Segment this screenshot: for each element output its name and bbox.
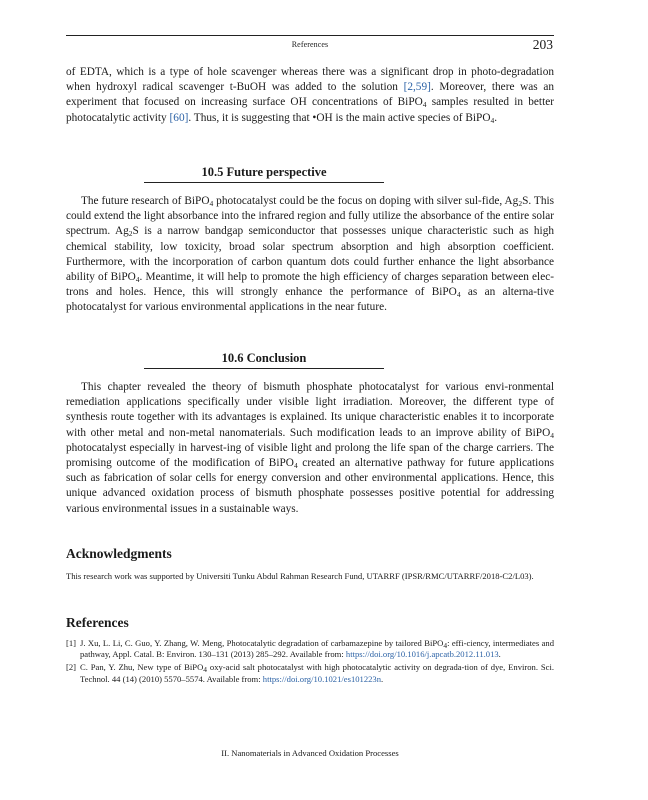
references-heading: References <box>66 615 129 630</box>
citation-link[interactable]: [2,59] <box>403 81 431 94</box>
section-heading-future: 10.5 Future perspective <box>201 165 327 179</box>
conclusion-paragraph: This chapter revealed the theory of bismuth phosphate photocatalyst for various envi-ronmental remediation applications specifically under visible light irradiation. Moreover, the different type of synthesis route together with its advantages is explained. Its unique characteristic enables it to incorporate with other metal and non-metal nanomaterials. Such modification leads to an improve ability of BiPO$_4$ photocatalyst especially in harvest-ing of visible light and prolong the life span of the charge carriers. The promising outcome of the modification of BiPO$_4$ created an alternative pathway for future applications such as fabrication of solar cells for energy conversion and other environmental applications. Hence, this unique advanced oxidation process of bismuth phosphate possesses positive potential for addressing various environmental issues in a sustainable ways. <box>66 381 555 515</box>
acknowledgments-heading: Acknowledgments <box>66 546 172 561</box>
acknowledgments-text: This research work was supported by Universiti Tunku Abdul Rahman Research Fund, UTARRF (IPSR/RMC/UTARRF/2018-C2/L03). <box>66 571 534 581</box>
reference-list <box>66 638 554 687</box>
section-rule <box>144 368 384 369</box>
page-number: 203 <box>532 37 553 52</box>
intro-paragraph: of EDTA, which is a type of hole scavenger whereas there was a significant drop in photo-degradation when hydroxyl radical scavenger t-BuOH was added to the solution [2,59]. Moreover, there was an experiment that focused on increasing surface OH concentrations of BiPO$_4$ samples resulted in better photocatalytic activity [60]. Thus, it is suggesting that •OH is the main active species of BiPO$_4$. <box>66 66 554 125</box>
section-rule <box>144 182 384 183</box>
reference-item: [2] C. Pan, Y. Zhu, New type of BiPO$_4$ oxy-acid salt photocatalyst with high photocatalytic activity on degrada-tion of dye, Environ. Sci. Technol. 44 (14) (2010) 5570–5574. Available from: https://doi.org/10.1021/es101223n. <box>66 662 554 684</box>
footer-part-title: II. Nanomaterials in Advanced Oxidation Processes <box>221 748 399 758</box>
reference-item: [1] J. Xu, L. Li, C. Guo, Y. Zhang, W. Meng, Photocatalytic degradation of carbamazepine by tailored BiPO$_4$: effi-ciency, intermediates and pathway, Appl. Catal. B: Environ. 130–131 (2013) 285–292. Available from: https://doi.org/10.1016/j.apcatb.2012.11.013. <box>66 638 554 660</box>
future-paragraph: The future research of BiPO$_4$ photocatalyst could be the focus on doping with silver sul-fide, $Ag_2S$. This could extend the light absorbance into the infrared region and fully utilize the absorbance of the entire solar spectrum. $Ag_2S$ is a narrow bandgap semiconductor that possesses unique characteristic such as high chemical stability, low toxicity, broad solar spectrum absorption and high absorption coefficient. Furthermore, with the incorporation of carbon quantum dots could further enhance the light absorbance ability of BiPO$_4$. Meantime, it will help to promote the high efficiency of charges separation between elec-trons and holes. Hence, this will strongly enhance the performance of BiPO$_4$ as an alterna-tive photocatalyst for various environmental applications in the near future. <box>66 195 554 314</box>
header-rule <box>66 35 554 36</box>
running-head: References <box>291 40 329 49</box>
citation-link[interactable]: [60] <box>169 111 189 124</box>
doi-link[interactable]: https://doi.org/10.1016/j.apcatb.2012.11.013 <box>345 649 499 660</box>
section-heading-conclusion: 10.6 Conclusion <box>221 351 307 365</box>
doi-link[interactable]: https://doi.org/10.1021/es101223n <box>262 673 382 684</box>
